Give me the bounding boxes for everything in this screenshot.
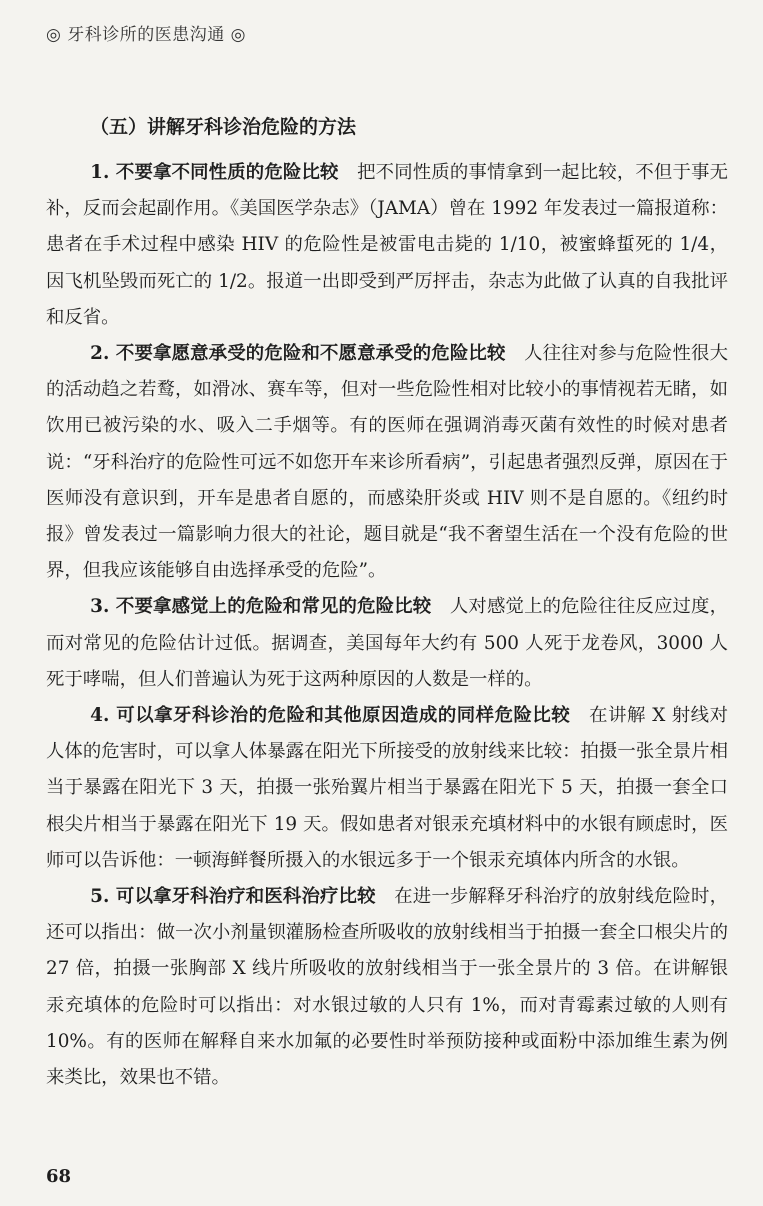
section-title: （五）讲解牙科诊治危险的方法 bbox=[90, 116, 357, 138]
paragraph-3 bbox=[46, 589, 728, 698]
paragraph-text: 在进一步解释牙科治疗的放射线危险时，还可以指出：做一次小剂量钡灌肠检查所吸收的放射线相当于拍摄一套全口根尖片的 27 倍，拍摄一张胸部 X 线片所吸收的放射线相当于一张全景片的 3 倍。在讲解银汞充填体的危险时可以指出：对水银过敏的人只有 1%，而对青霉素过敏的人则有 10%。有的医师在解释自来水加氟的必要性时举预防接种或面粉中添加维生素为例来类比，效果也不错。 bbox=[46, 886, 728, 1089]
running-header: ◎ 牙科诊所的医患沟通 ◎ bbox=[46, 25, 246, 45]
paragraph-text: 人往往对参与危险性很大的活动趋之若鹜，如滑冰、赛车等，但对一些危险性相对比较小的事情视若无睹，如饮用已被污染的水、吸入二手烟等。有的医师在强调消毒灭菌有效性的时候对患者说：“牙科治疗的危险性可远不如您开车来诊所看病”，引起患者强烈反弹，原因在于医师没有意识到，开车是患者自愿的，而感染肝炎或 HIV 则不是自愿的。《纽约时报》曾发表过一篇影响力很大的社论，题目就是“我不奢望生活在一个没有危险的世界，但我应该能够自由选择承受的危险”。 bbox=[46, 343, 728, 582]
paragraph-4 bbox=[46, 698, 728, 879]
page-number: 68 bbox=[46, 1166, 72, 1187]
paragraph-5 bbox=[46, 879, 728, 1096]
paragraph-lead: 5. 可以拿牙科治疗和医科治疗比较 bbox=[90, 886, 376, 908]
paragraph-lead: 4. 可以拿牙科诊治的危险和其他原因造成的同样危险比较 bbox=[90, 705, 571, 727]
paragraph-lead: 1. 不要拿不同性质的危险比较 bbox=[90, 162, 339, 183]
paragraph-text: 人对感觉上的危险往往反应过度，而对常见的危险估计过低。据调查，美国每年大约有 500 人死于龙卷风，3000 人死于哮喘，但人们普遍认为死于这两种原因的人数是一样的。 bbox=[46, 596, 728, 690]
paragraph-1 bbox=[46, 155, 728, 336]
paragraph-text: 把不同性质的事情拿到一起比较，不但于事无补，反而会起副作用。《美国医学杂志》（JAMA）曾在 1992 年发表过一篇报道称：患者在手术过程中感染 HIV 的危险性是被雷电击毙的 1/10，被蜜蜂蜇死的 1/4，因飞机坠毁而死亡的 1/2。报道一出即受到严厉抨击，杂志为此做了认真的自我批评和反省。 bbox=[46, 162, 728, 328]
paragraph-text: 在讲解 X 射线对人体的危害时，可以拿人体暴露在阳光下所接受的放射线来比较：拍摄一张全景片相当于暴露在阳光下 3 天，拍摄一张殆翼片相当于暴露在阳光下 5 天，拍摄一套全口根尖片相当于暴露在阳光下 19 天。假如患者对银汞充填材料中的水银有顾虑时，医师可以告诉他：一顿海鲜餐所摄入的水银远多于一个银汞充填体内所含的水银。 bbox=[46, 705, 728, 871]
body-text bbox=[46, 155, 728, 1096]
paragraph-lead: 2. 不要拿愿意承受的危险和不愿意承受的危险比较 bbox=[90, 343, 506, 365]
paragraph-lead: 3. 不要拿感觉上的危险和常见的危险比较 bbox=[90, 596, 432, 618]
paragraph-2 bbox=[46, 336, 728, 589]
